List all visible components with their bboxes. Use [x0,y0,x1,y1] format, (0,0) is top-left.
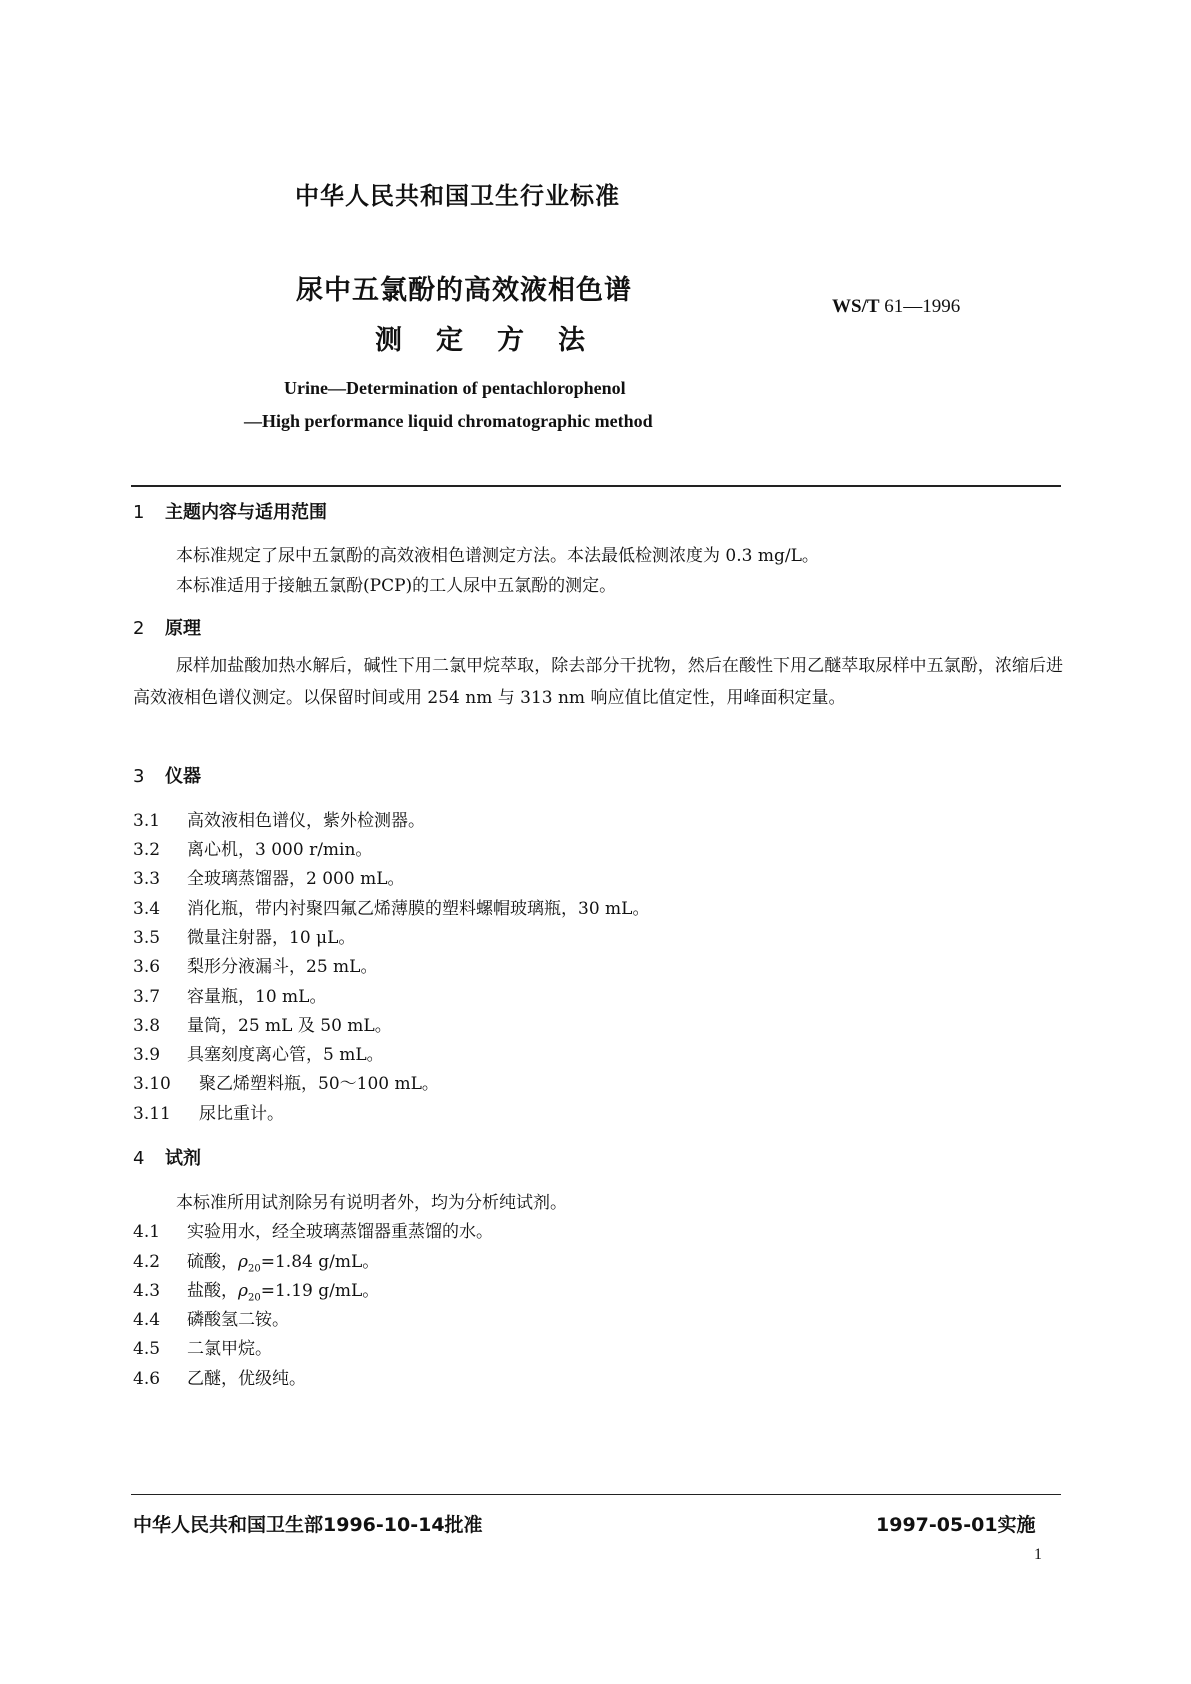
section-title: 仪器 [165,766,201,787]
section-2-heading [133,614,201,640]
standard-code-number: 61—1996 [884,296,961,317]
density-subscript: 20 [248,1263,261,1275]
item-number: 3.3 [133,869,161,889]
item-text: 离心机，3 000 r/min。 [187,840,373,860]
item-text: 消化瓶，带内衬聚四氟乙烯薄膜的塑料螺帽玻璃瓶，30 mL。 [187,899,650,919]
item-text: 尿比重计。 [199,1104,284,1124]
effective-date: 1997-05-01实施 [876,1514,1036,1536]
item-number: 4.4 [133,1310,161,1330]
density-symbol: ρ [238,1252,248,1272]
section-title: 试剂 [165,1148,201,1169]
item-text: 二氯甲烷。 [187,1339,272,1359]
header-divider [131,485,1061,487]
section-title: 主题内容与适用范围 [165,502,327,523]
standard-organization: 中华人民共和国卫生行业标准 [295,182,620,210]
item-number: 3.9 [133,1045,161,1065]
item-text: 具塞刻度离心管，5 mL。 [187,1045,384,1065]
title-english-line-2: —High performance liquid chromatographic method [244,411,653,431]
item-text: 高效液相色谱仪，紫外检测器。 [187,811,425,831]
list-item [133,894,649,919]
section-number: 4 [133,1148,145,1169]
list-item [133,952,377,977]
item-number: 4.5 [133,1339,161,1359]
item-number: 3.11 [133,1104,171,1124]
section-4-intro: 本标准所用试剂除另有说明者外，均为分析纯试剂。 [176,1193,567,1213]
section-number: 2 [133,618,145,639]
item-number: 3.7 [133,987,161,1007]
item-number: 4.2 [133,1252,161,1272]
list-item [133,835,372,860]
item-text: 盐酸， [187,1281,238,1301]
list-item [133,1011,392,1036]
density-symbol: ρ [238,1281,248,1301]
section-1-heading [133,498,327,524]
list-item [133,864,404,889]
item-text: 容量瓶，10 mL。 [187,987,327,1007]
item-text-value: =1.19 g/mL。 [260,1281,380,1301]
item-number: 3.4 [133,899,161,919]
list-item [133,806,425,831]
item-text: 硫酸， [187,1252,238,1272]
item-number: 4.3 [133,1281,161,1301]
list-item [133,982,326,1007]
list-item [133,1364,306,1389]
item-number: 3.6 [133,957,161,977]
section-3-heading [133,762,201,788]
list-item [133,1099,284,1124]
item-text: 实验用水，经全玻璃蒸馏器重蒸馏的水。 [187,1222,493,1242]
item-text: 梨形分液漏斗，25 mL。 [187,957,378,977]
item-text: 全玻璃蒸馏器，2 000 mL。 [187,869,405,889]
list-item [133,1069,439,1094]
item-number: 3.5 [133,928,161,948]
title-chinese-line-2: 测定方法 [375,325,619,356]
item-text: 聚乙烯塑料瓶，50～100 mL。 [199,1074,439,1094]
section-2-paragraph: 尿样加盐酸加热水解后，碱性下用二氯甲烷萃取，除去部分干扰物，然后在酸性下用乙醚萃取尿样中五氯酚，浓缩后进高效液相色谱仪测定。以保留时间或用 254 nm 与 313 nm 响应值比值定性，用峰面积定量。 [133,656,1063,708]
list-item [133,1276,379,1303]
approval-statement: 中华人民共和国卫生部1996-10-14批准 [133,1514,483,1536]
page-number: 1 [1034,1546,1042,1563]
title-chinese-line-1: 尿中五氯酚的高效液相色谱 [296,275,632,306]
item-number: 4.6 [133,1369,161,1389]
item-text-value: =1.84 g/mL。 [260,1252,380,1272]
footer-divider [131,1494,1061,1495]
section-title: 原理 [165,618,201,639]
list-item [133,1334,272,1359]
section-1-paragraph-1: 本标准规定了尿中五氯酚的高效液相色谱测定方法。本法最低检测浓度为 0.3 mg/L。 [176,546,819,566]
item-text: 乙醚，优级纯。 [187,1369,306,1389]
item-number: 3.10 [133,1074,171,1094]
list-item [133,1305,289,1330]
item-text: 量筒，25 mL 及 50 mL。 [187,1016,392,1036]
standard-code-prefix: WS/T [832,296,880,317]
item-number: 3.2 [133,840,161,860]
section-4-heading [133,1144,201,1170]
list-item [133,1247,379,1274]
section-number: 3 [133,766,145,787]
density-subscript: 20 [248,1292,261,1304]
item-text: 磷酸氢二铵。 [187,1310,289,1330]
item-number: 3.8 [133,1016,161,1036]
standard-code [832,296,960,318]
list-item [133,1217,493,1242]
item-number: 3.1 [133,811,161,831]
list-item [133,1040,384,1065]
list-item [133,923,355,948]
item-number: 4.1 [133,1222,161,1242]
section-number: 1 [133,502,145,523]
section-1-paragraph-2: 本标准适用于接触五氯酚(PCP)的工人尿中五氯酚的测定。 [176,576,617,596]
title-english-line-1: Urine—Determination of pentachlorophenol [284,378,626,398]
item-text: 微量注射器，10 μL。 [187,928,356,948]
